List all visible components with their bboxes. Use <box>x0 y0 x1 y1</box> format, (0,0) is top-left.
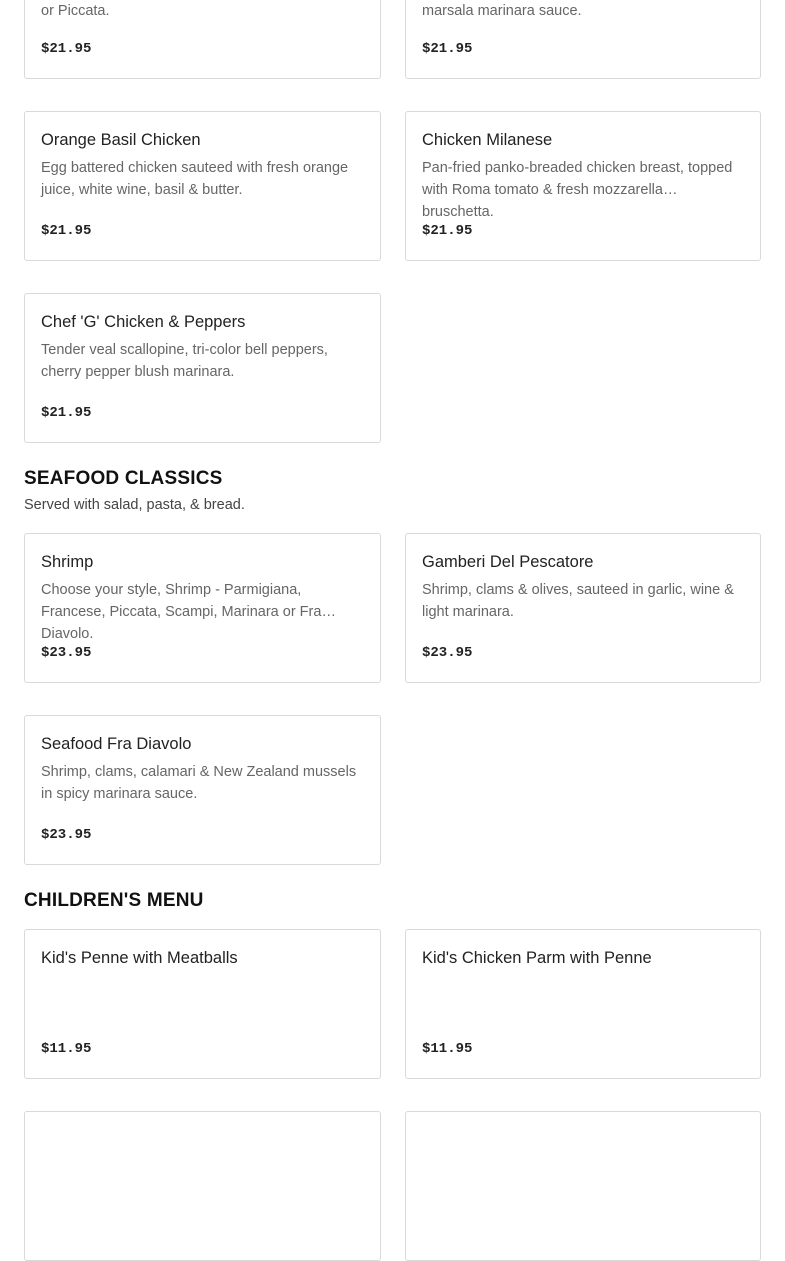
menu-item-card[interactable] <box>24 293 381 443</box>
menu-item-price: $11.95 <box>422 1041 473 1057</box>
menu-item-name: Gamberi Del Pescatore <box>422 553 594 571</box>
menu-item-card[interactable] <box>405 533 761 683</box>
menu-item-name: Seafood Fra Diavolo <box>41 735 192 753</box>
menu-item-card[interactable] <box>24 715 381 865</box>
menu-item-price: $23.95 <box>422 645 473 661</box>
menu-item-card[interactable] <box>405 1111 761 1261</box>
menu-item-card[interactable] <box>24 929 381 1079</box>
menu-item-name: Shrimp <box>41 553 94 571</box>
menu-item-card[interactable] <box>24 0 381 79</box>
menu-item-price: $21.95 <box>41 41 92 57</box>
menu-item-price: $21.95 <box>41 405 92 421</box>
menu-item-name: Chef 'G' Chicken & Peppers <box>41 313 246 331</box>
menu-item-name: Kid's Chicken Parm with Penne <box>422 949 652 967</box>
section-subtitle: Served with salad, pasta, & bread. <box>24 497 245 513</box>
menu-item-name: Orange Basil Chicken <box>41 131 201 149</box>
section-title: CHILDREN'S MENU <box>24 890 204 911</box>
menu-item-card[interactable] <box>405 929 761 1079</box>
menu-item-price: $21.95 <box>422 223 473 239</box>
menu-item-description: Shrimp, clams & olives, sauteed in garlic, wine & light marinara. <box>422 582 734 620</box>
menu-item-price: $23.95 <box>41 645 92 661</box>
menu-item-description: Choose your style, Shrimp - Parmigiana, Francese, Piccata, Scampi, Marinara or Fra Diavolo. <box>41 582 322 642</box>
menu-item-description: or Piccata. <box>41 3 110 19</box>
menu-item-description: Egg battered chicken sauteed with fresh orange juice, white wine, basil & butter. <box>41 160 349 198</box>
menu-item-price: $21.95 <box>41 223 92 239</box>
menu-item-card[interactable] <box>405 0 761 79</box>
menu-item-price: $23.95 <box>41 827 92 843</box>
menu-item-card[interactable] <box>24 533 381 683</box>
menu-item-card[interactable] <box>24 111 381 261</box>
menu-item-card[interactable] <box>24 1111 381 1261</box>
menu-item-description: Tender veal scallopine, tri-color bell peppers, cherry pepper blush marinara. <box>41 342 328 380</box>
menu-item-price: $21.95 <box>422 41 473 57</box>
menu-item-description: Pan-fried panko-breaded chicken breast, topped with Roma tomato & fresh mozzarella bruschetta. <box>422 160 733 220</box>
menu-item-name: Chicken Milanese <box>422 131 553 149</box>
menu-item-description: Shrimp, clams, calamari & New Zealand mussels in spicy marinara sauce. <box>41 764 357 802</box>
menu-item-card[interactable] <box>405 111 761 261</box>
menu-item-price: $11.95 <box>41 1041 92 1057</box>
menu-item-description: marsala marinara sauce. <box>422 3 582 19</box>
section-title: SEAFOOD CLASSICS <box>24 468 223 489</box>
menu-item-name: Kid's Penne with Meatballs <box>41 949 238 967</box>
